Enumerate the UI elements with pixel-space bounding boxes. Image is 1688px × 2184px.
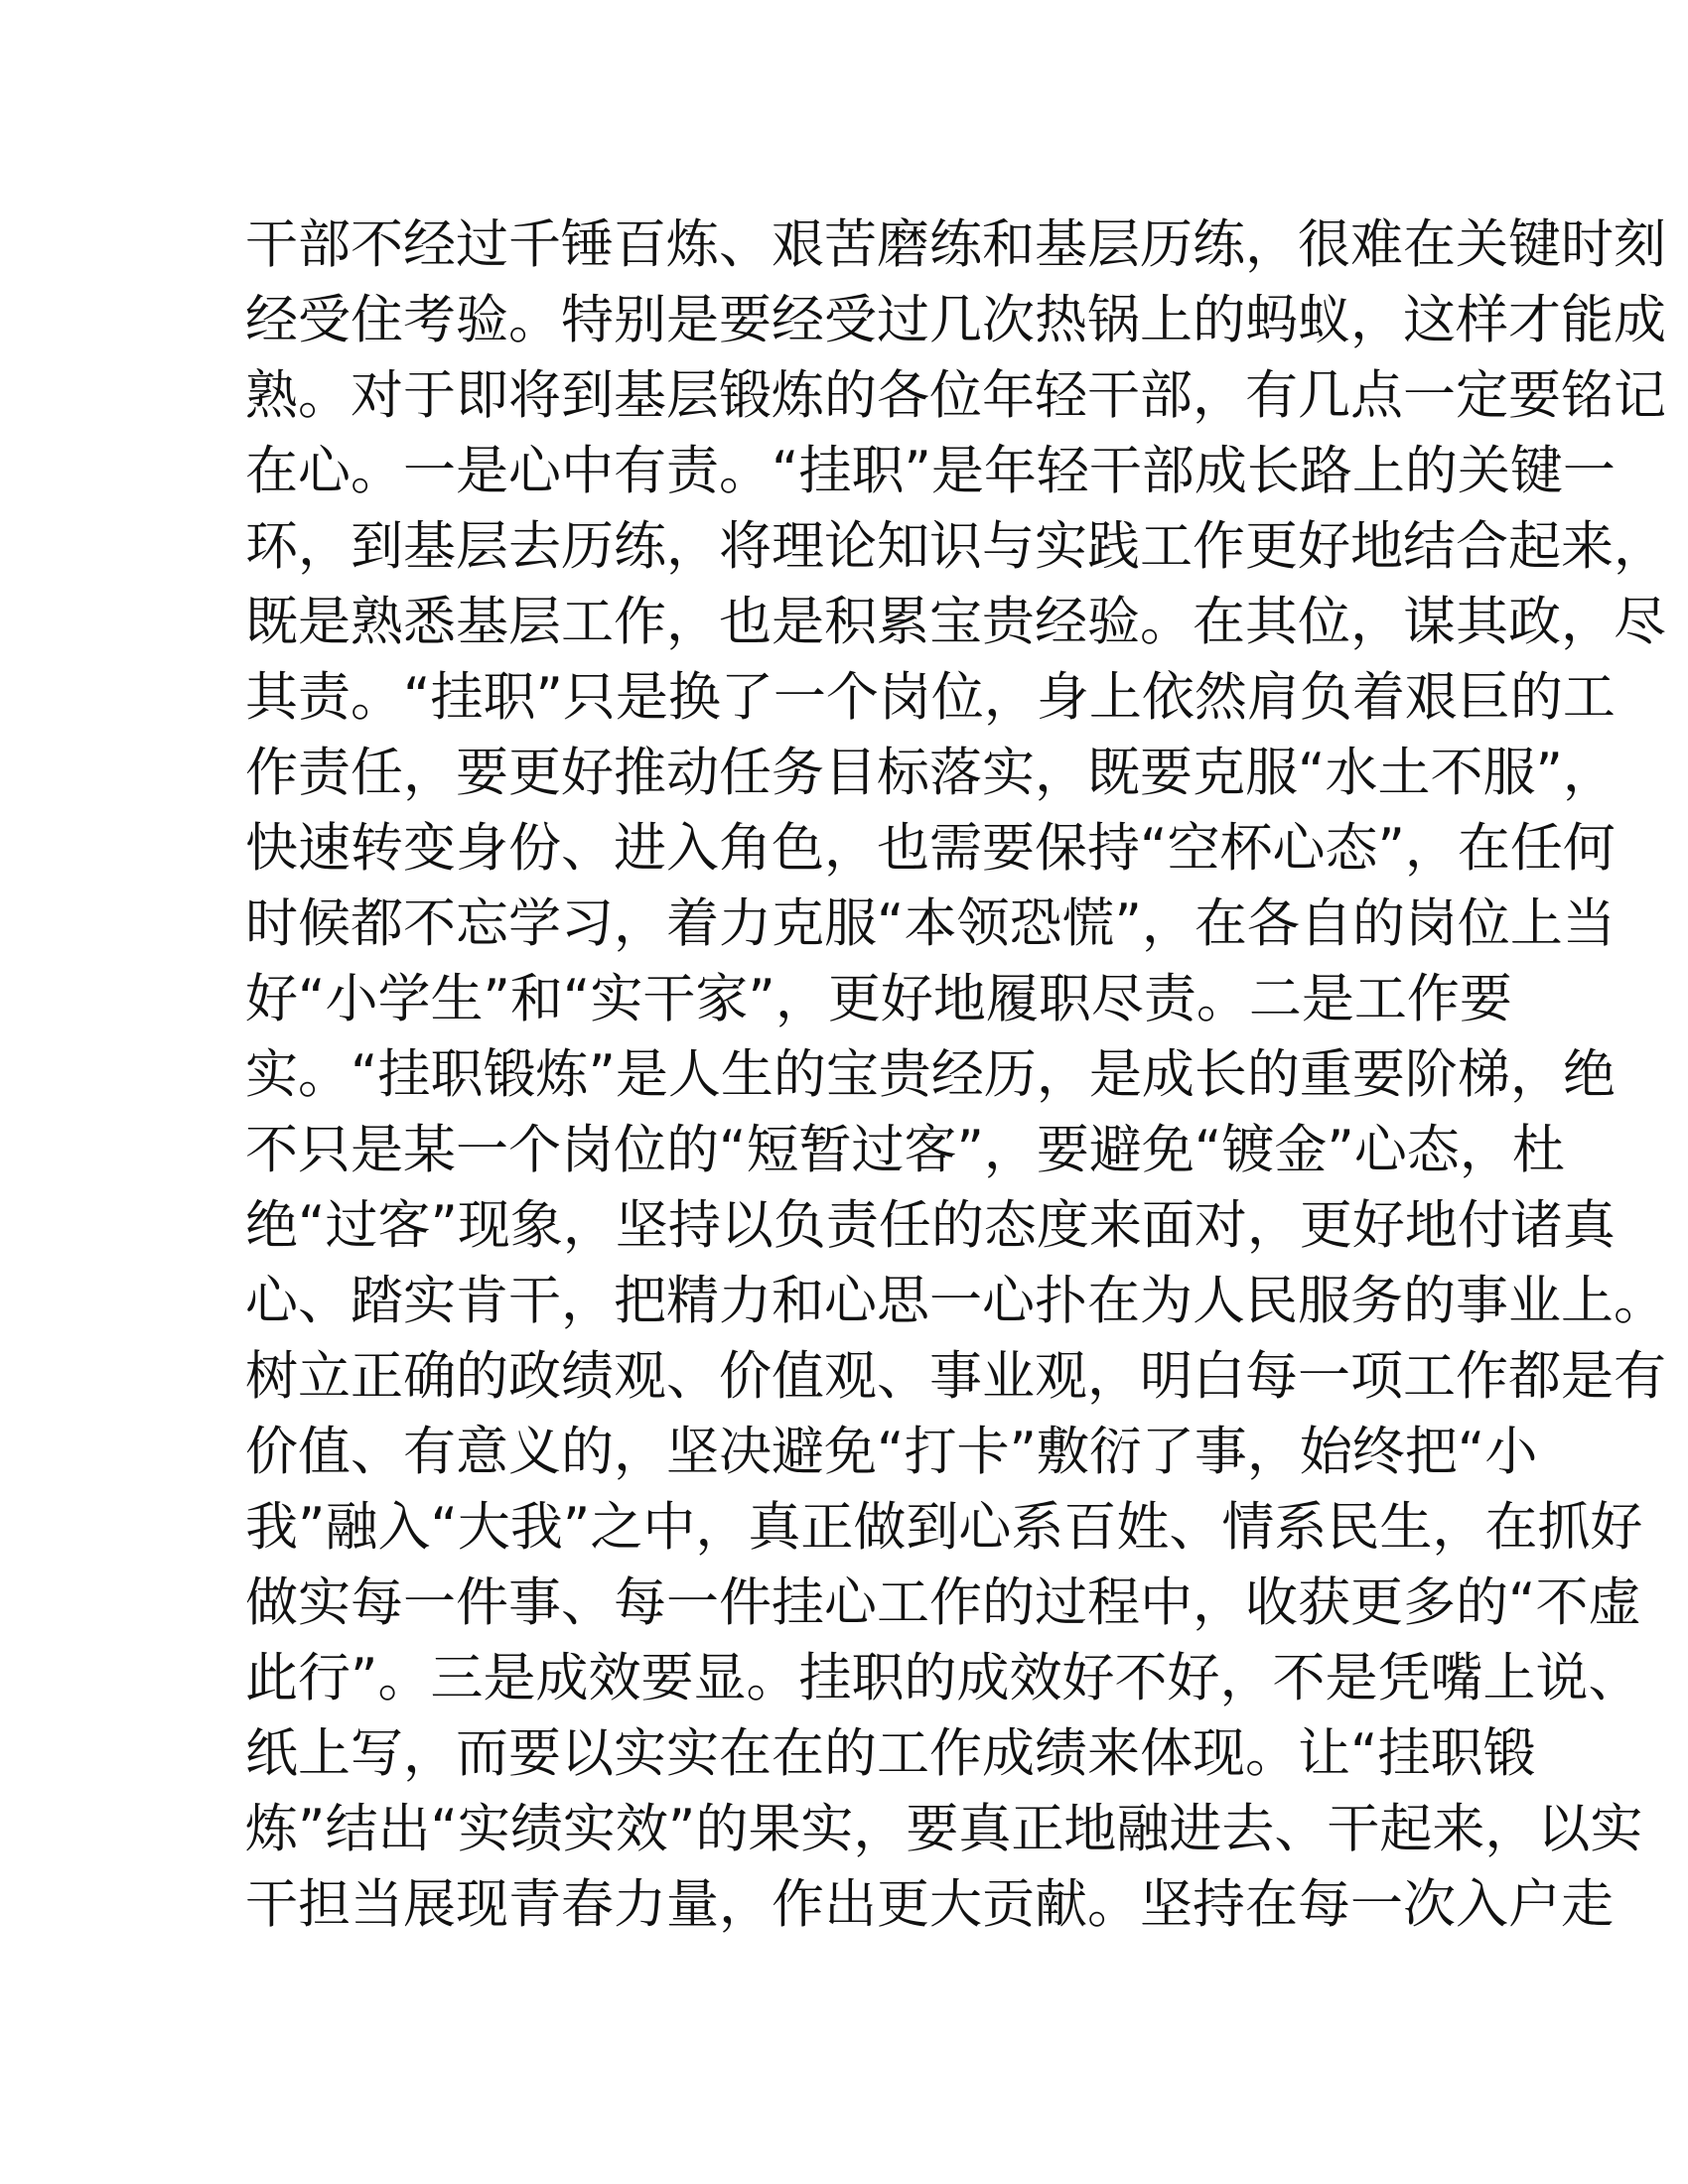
text-line: 做实每一件事、每一件挂心工作的过程中，收获更多的“不虚 bbox=[245, 1572, 1641, 1633]
text-line: 熟。对于即将到基层锻炼的各位年轻干部，有几点一定要铭记 bbox=[245, 365, 1666, 426]
text-line: 不只是某一个岗位的“短暂过客”，要避免“镀金”心态，杜 bbox=[245, 1120, 1565, 1180]
text-line: 其责。“挂职”只是换了一个岗位，身上依然肩负着艰巨的工 bbox=[245, 667, 1616, 728]
text-line: 经受住考验。特别是要经受过几次热锅上的蚂蚁，这样才能成 bbox=[245, 290, 1666, 350]
text-line: 实。“挂职锻炼”是人生的宝贵经历，是成长的重要阶梯，绝 bbox=[245, 1044, 1616, 1105]
text-line: 作责任，要更好推动任务目标落实，既要克服“水土不服”， bbox=[245, 743, 1616, 803]
text-line: 价值、有意义的，坚决避免“打卡”敷衍了事，始终把“小 bbox=[245, 1422, 1538, 1482]
text-line: 我”融入“大我”之中，真正做到心系百姓、情系民生，在抓好 bbox=[245, 1497, 1643, 1558]
text-line: 干担当展现青春力量，作出更大贡献。坚持在每一次入户走 bbox=[245, 1874, 1614, 1935]
text-line: 心、踏实肯干，把精力和心思一心扑在为人民服务的事业上。 bbox=[245, 1271, 1666, 1331]
document-body bbox=[245, 207, 1666, 1943]
text-line: 快速转变身份、进入角色，也需要保持“空杯心态”，在任何 bbox=[245, 818, 1616, 879]
text-line: 此行”。三是成效要显。挂职的成效好不好，不是凭嘴上说、 bbox=[245, 1648, 1641, 1708]
text-line: 环，到基层去历练，将理论知识与实践工作更好地结合起来， bbox=[245, 516, 1666, 577]
text-line: 好“小学生”和“实干家”，更好地履职尽责。二是工作要 bbox=[245, 969, 1512, 1029]
text-line: 绝“过客”现象，坚持以负责任的态度来面对，更好地付诸真 bbox=[245, 1195, 1616, 1256]
text-line: 炼”结出“实绩实效”的果实，要真正地融进去、干起来，以实 bbox=[245, 1799, 1643, 1859]
text-line: 干部不经过千锤百炼、艰苦磨练和基层历练，很难在关键时刻 bbox=[245, 214, 1666, 275]
text-line: 既是熟悉基层工作，也是积累宝贵经验。在其位，谋其政，尽 bbox=[245, 592, 1666, 652]
text-line: 时候都不忘学习，着力克服“本领恐慌”，在各自的岗位上当 bbox=[245, 893, 1616, 954]
text-line: 在心。一是心中有责。“挂职”是年轻干部成长路上的关键一 bbox=[245, 441, 1616, 501]
text-line: 树立正确的政绩观、价值观、事业观，明白每一项工作都是有 bbox=[245, 1346, 1666, 1407]
text-line: 纸上写，而要以实实在在的工作成绩来体现。让“挂职锻 bbox=[245, 1723, 1536, 1784]
